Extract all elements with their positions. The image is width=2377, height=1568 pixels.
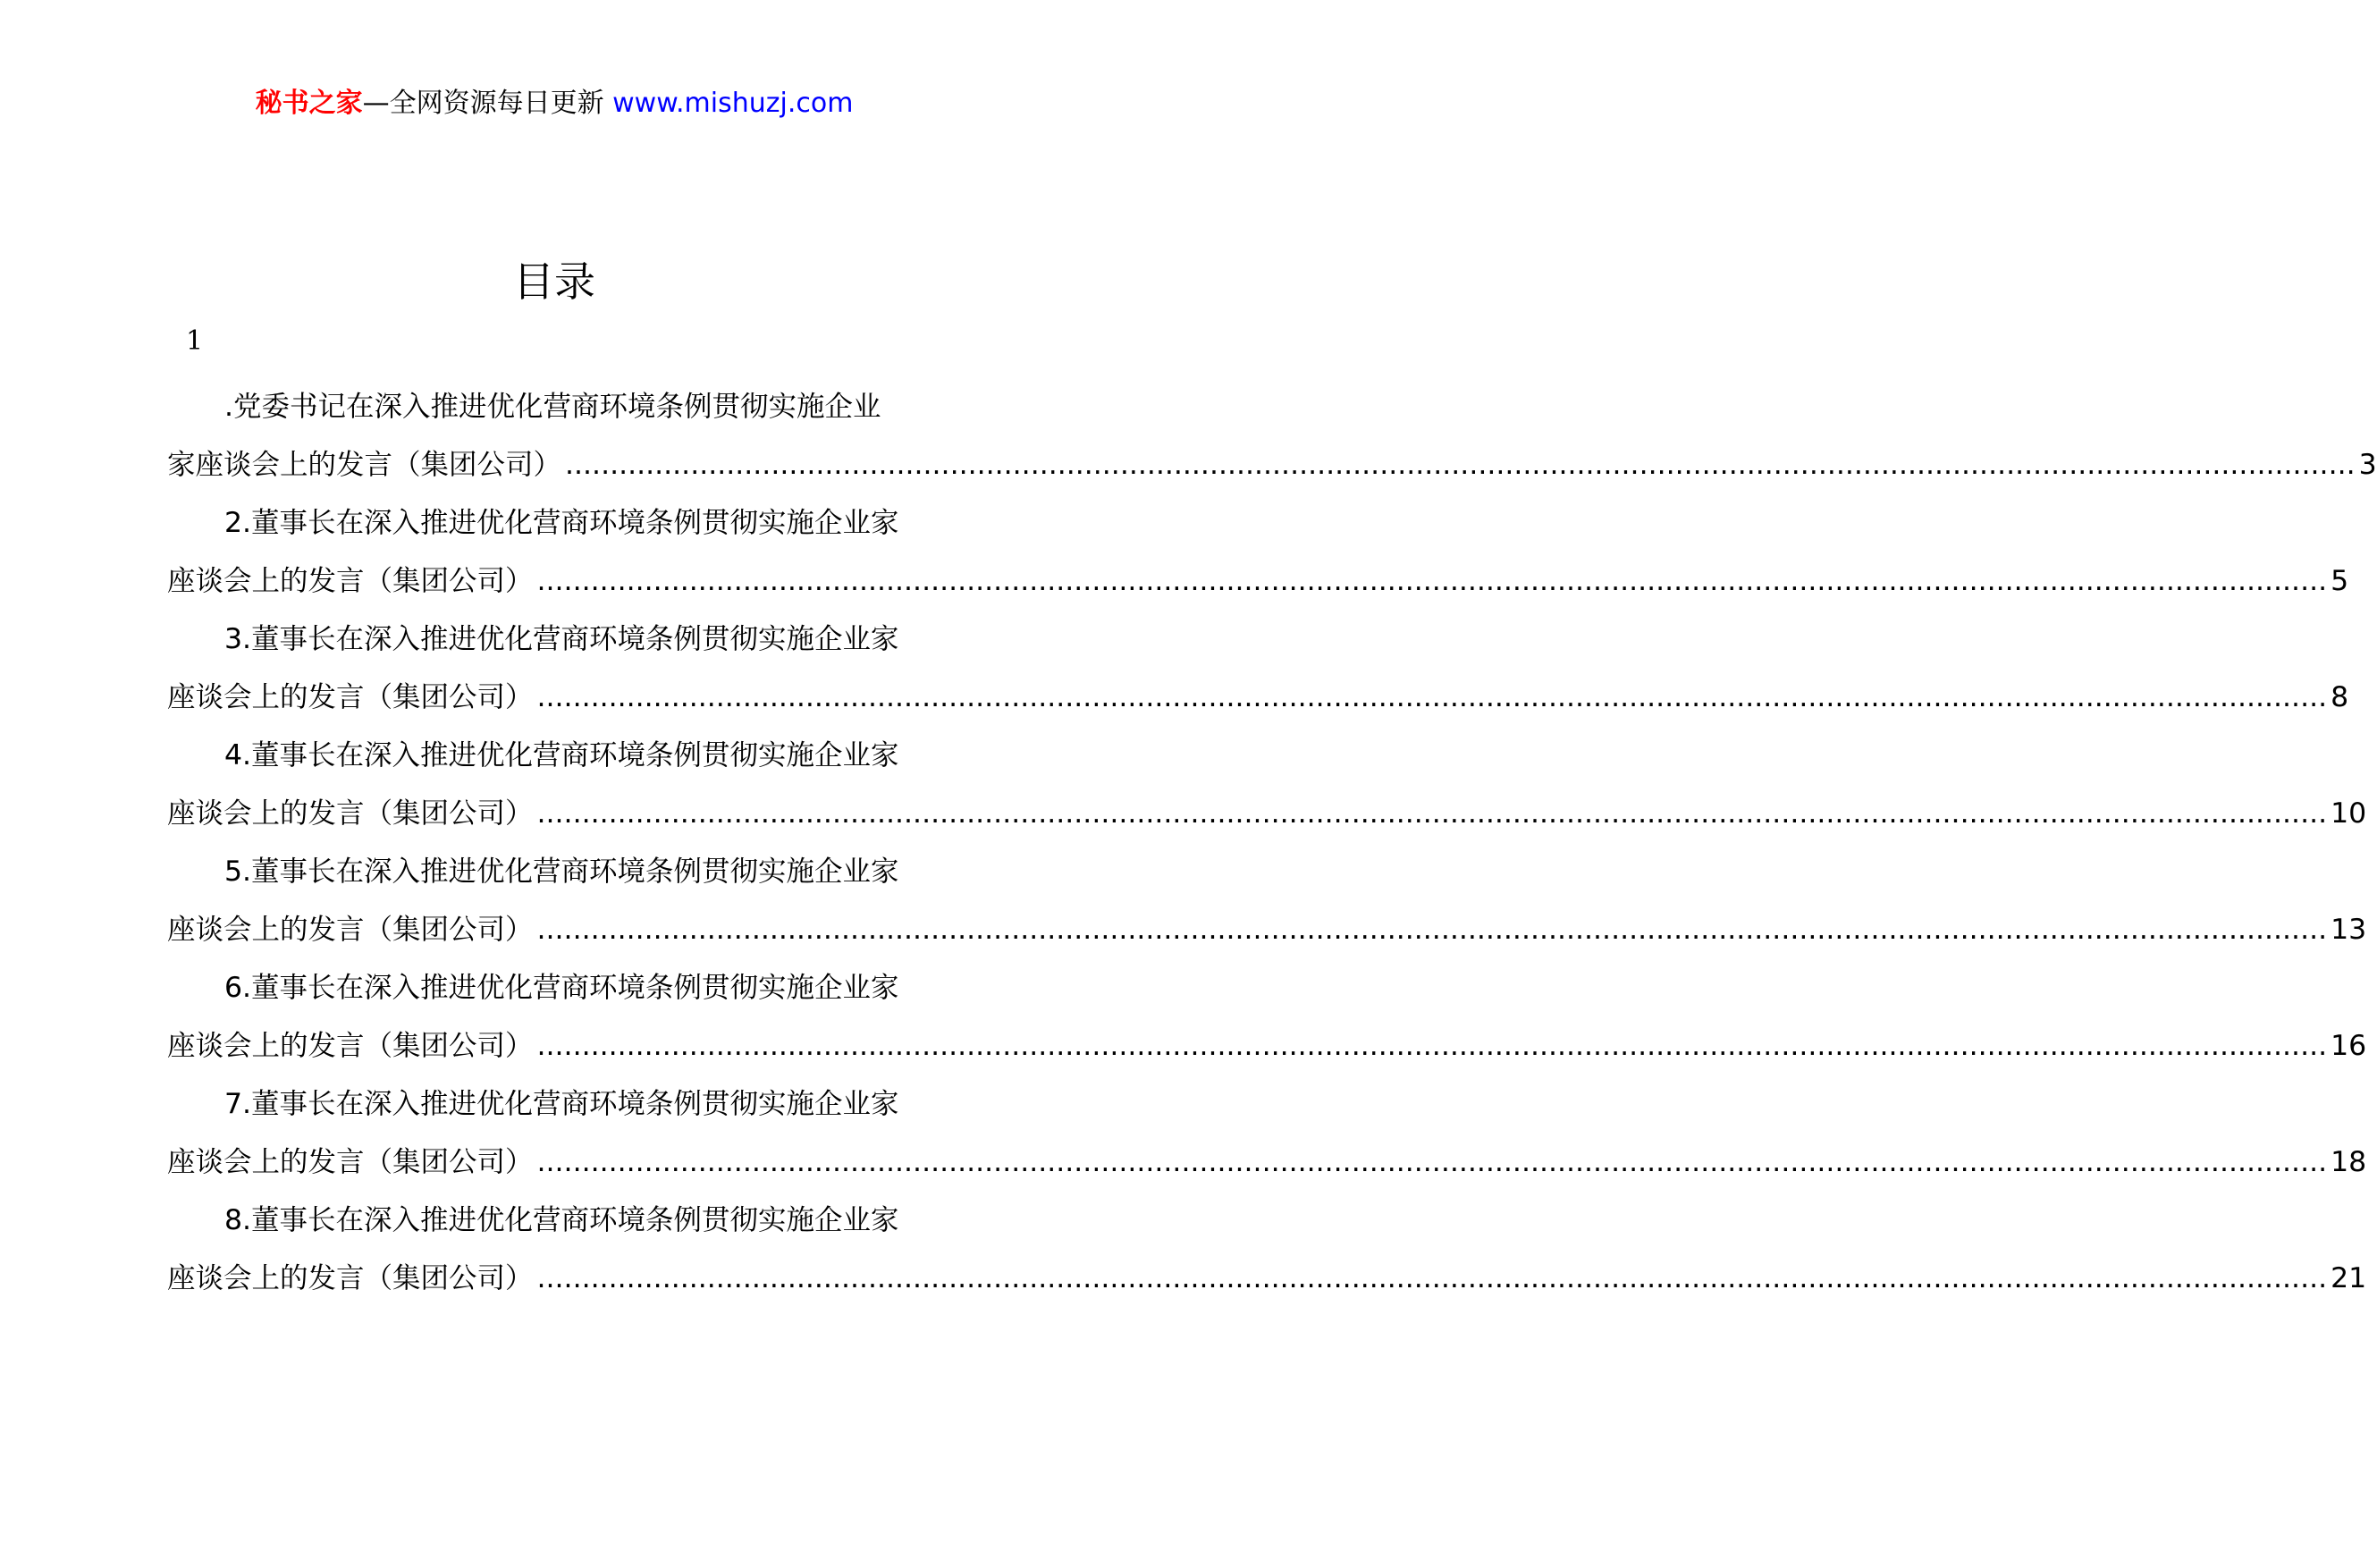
toc-entry-title-end: 家座谈会上的发言（集团公司） (167, 449, 562, 481)
toc-entry-title-end: 座谈会上的发言（集团公司） (167, 1262, 534, 1294)
toc-entry-continuation (167, 785, 2367, 843)
site-header (0, 86, 1108, 122)
toc-entry-title: 5.董事长在深入推进优化营商环境条例贯彻实施企业家 (224, 856, 899, 888)
toc-entry-title: 3.董事长在深入推进优化营商环境条例贯彻实施企业家 (224, 623, 899, 655)
toc-entry-title-end: 座谈会上的发言（集团公司） (167, 681, 534, 713)
header-tagline: —全网资源每日更新 (362, 88, 613, 119)
toc-entry-title: 4.董事长在深入推进优化营商环境条例贯彻实施企业家 (224, 739, 899, 771)
toc-entry[interactable] (167, 1192, 2367, 1308)
dot-leader: ........................................................................................................................................................................................................ (565, 449, 2356, 481)
toc-page-number: 10 (2331, 797, 2367, 830)
toc-entry[interactable] (167, 843, 2367, 959)
toc-entry-title: 7.董事长在深入推进优化营商环境条例贯彻实施企业家 (224, 1088, 899, 1120)
toc-entry[interactable] (167, 378, 2377, 494)
toc-page-number: 18 (2331, 1146, 2367, 1178)
toc-entry-title: .党委书记在深入推进优化营商环境条例贯彻实施企业 (224, 391, 881, 423)
toc-page-number: 13 (2331, 914, 2367, 946)
dot-leader: ........................................................................................................................................................................................................ (536, 565, 2328, 597)
toc-entry-title-end: 座谈会上的发言（集团公司） (167, 914, 534, 946)
section-marker: 1 (186, 325, 204, 357)
toc-entry[interactable] (167, 1075, 2367, 1192)
dot-leader: ........................................................................................................................................................................................................ (536, 1146, 2328, 1178)
brand-name: 秘书之家 (255, 88, 363, 119)
dot-leader: ........................................................................................................................................................................................................ (536, 1030, 2328, 1062)
toc-entry[interactable] (167, 611, 2349, 727)
toc-entry[interactable] (167, 727, 2367, 843)
toc-entry-continuation (167, 436, 2377, 494)
toc-entry-continuation (167, 901, 2367, 959)
toc-entry-continuation (167, 1134, 2367, 1192)
dot-leader: ........................................................................................................................................................................................................ (536, 681, 2328, 713)
toc-entry[interactable] (167, 494, 2349, 611)
site-url-link[interactable]: www.mishuzj.com (612, 88, 854, 119)
toc-page-number: 21 (2331, 1262, 2367, 1294)
toc-page-number: 5 (2331, 565, 2349, 597)
toc-entry[interactable] (167, 959, 2367, 1075)
toc-entry-title: 8.董事长在深入推进优化营商环境条例贯彻实施企业家 (224, 1204, 899, 1236)
toc-entry-continuation (167, 552, 2349, 611)
toc-entry-continuation (167, 1250, 2367, 1308)
toc-entry-title: 2.董事长在深入推进优化营商环境条例贯彻实施企业家 (224, 507, 899, 539)
toc-entry-title-end: 座谈会上的发言（集团公司） (167, 565, 534, 597)
toc-page-number: 16 (2331, 1030, 2367, 1062)
toc-entry-title-end: 座谈会上的发言（集团公司） (167, 1030, 534, 1062)
toc-page-number: 3 (2358, 449, 2377, 481)
dot-leader: ........................................................................................................................................................................................................ (536, 914, 2328, 946)
toc-title: 目录 (513, 257, 595, 306)
toc-entry-title: 6.董事长在深入推进优化营商环境条例贯彻实施企业家 (224, 972, 899, 1004)
toc-entry-title-end: 座谈会上的发言（集团公司） (167, 1146, 534, 1178)
toc-entry-continuation (167, 669, 2349, 727)
dot-leader: ........................................................................................................................................................................................................ (536, 797, 2328, 830)
toc-entry-title-end: 座谈会上的发言（集团公司） (167, 797, 534, 830)
toc-page-number: 8 (2331, 681, 2349, 713)
dot-leader: ........................................................................................................................................................................................................ (536, 1262, 2328, 1294)
toc-entry-continuation (167, 1017, 2367, 1075)
table-of-contents (167, 378, 2377, 1308)
